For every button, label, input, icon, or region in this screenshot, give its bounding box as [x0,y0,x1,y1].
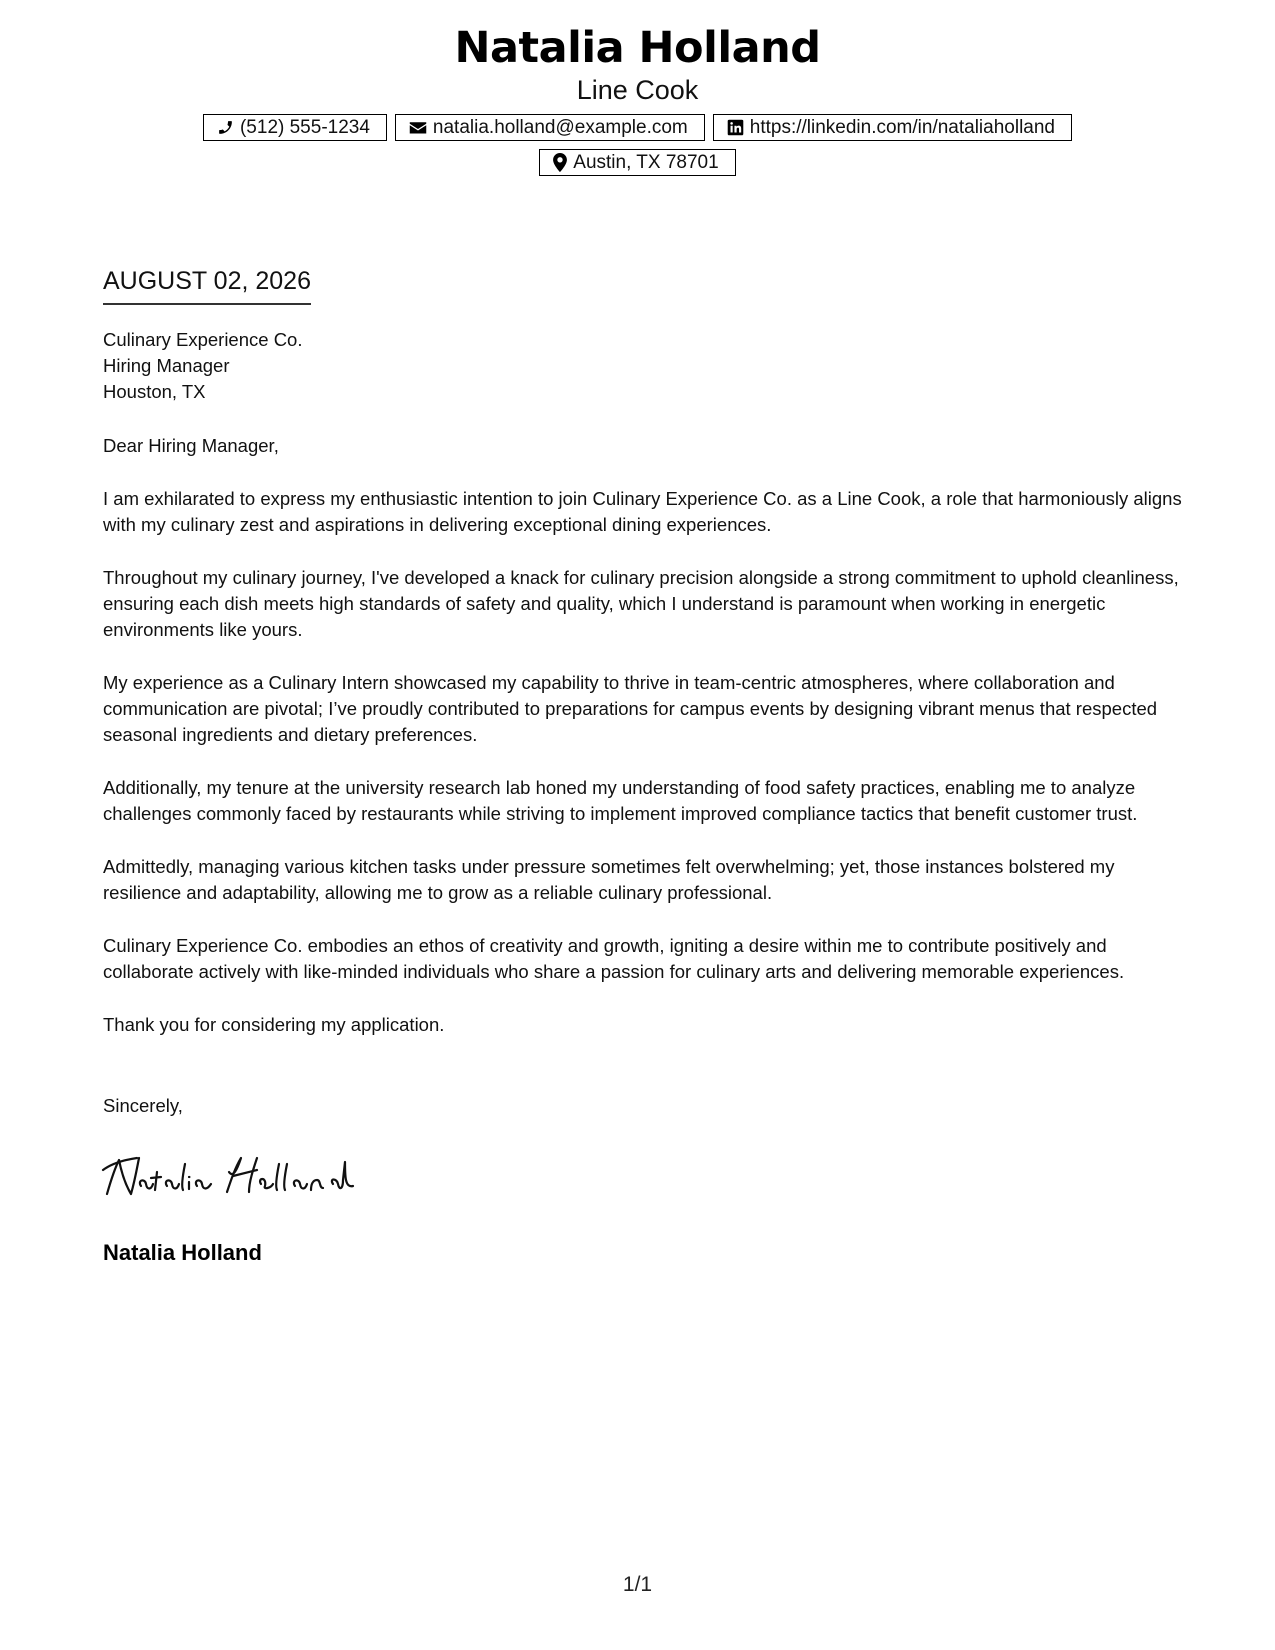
letter-date: AUGUST 02, 2026 [103,266,311,305]
recipient-location: Houston, TX [103,381,206,402]
recipient-block [103,327,302,405]
letter-paragraph: Culinary Experience Co. embodies an ethos of creativity and growth, igniting a desire within me to contribute positively and collaborate actively with like-minded individuals who share a passion for culinary arts and delivering memorable experiences. [103,935,1125,982]
contact-row-2 [0,149,1275,176]
recipient-company: Culinary Experience Co. [103,329,303,350]
contact-row [0,114,1275,141]
letter-paragraph: Throughout my culinary journey, I've developed a knack for culinary precision alongside a strong commitment to uphold cleanliness, ensuring each dish meets high standards of safety and quality, which I understand is paramount when working in energetic environments like yours. [103,567,1179,640]
page-number: 1/1 [622,1573,653,1596]
applicant-role: Line Cook [576,75,699,105]
linkedin-icon [727,119,744,136]
envelope-icon [409,120,427,135]
closing: Sincerely, [103,1095,183,1116]
letter-paragraph: My experience as a Culinary Intern showcased my capability to thrive in team-centric atmospheres, where collaboration and communication are pivotal; I’ve proudly contributed to preparations for campus events by designing vibrant menus that respected seasonal ingredients and dietary preferences. [103,672,1158,745]
email-contact[interactable] [395,114,705,141]
letter-paragraph: Admittedly, managing various kitchen tasks under pressure sometimes felt overwhelming; yet, those instances bolstered my resilience and adaptability, allowing me to grow as a reliable culinary professional. [103,856,1115,903]
letter-body [103,433,1188,1065]
handwritten-signature [101,1150,361,1211]
salutation: Dear Hiring Manager, [103,435,279,456]
letter-paragraph: Thank you for considering my application. [103,1014,445,1035]
location-text: Austin, TX 78701 [573,151,719,173]
map-pin-icon [553,153,567,172]
phone-icon [217,119,234,136]
linkedin-text: https://linkedin.com/in/nataliaholland [749,116,1055,138]
phone-text: (512) 555-1234 [239,116,370,138]
location-contact [539,149,735,176]
letter-paragraph: I am exhilarated to express my enthusiastic intention to join Culinary Experience Co. as a Line Cook, a role that harmoniously aligns with my culinary zest and aspirations in delivering exceptional dining experiences. [103,488,1182,535]
signer-name: Natalia Holland [103,1240,262,1265]
applicant-name: Natalia Holland [454,23,821,73]
phone-contact[interactable] [203,114,387,141]
resume-header [0,22,1275,176]
recipient-title: Hiring Manager [103,355,230,376]
linkedin-contact[interactable] [713,114,1072,141]
email-text: natalia.holland@example.com [432,116,688,138]
letter-paragraph: Additionally, my tenure at the university research lab honed my understanding of food safety practices, enabling me to analyze challenges commonly faced by restaurants while striving to implement improved compliance tactics that benefit customer trust. [103,777,1138,824]
